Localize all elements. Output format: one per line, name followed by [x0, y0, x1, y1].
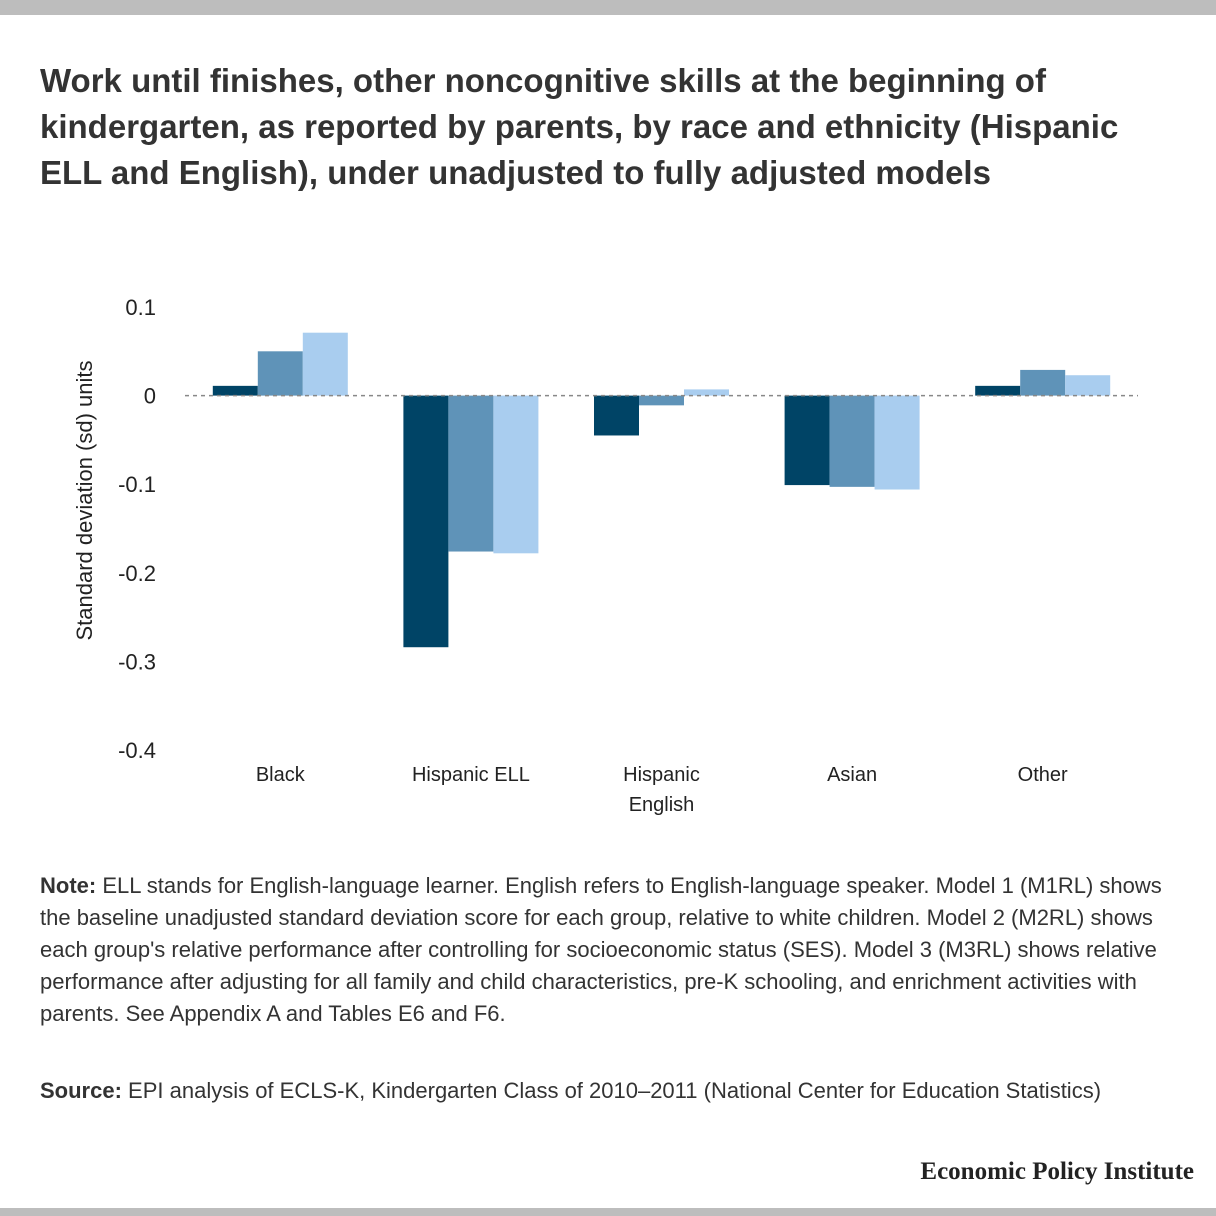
note-text: ELL stands for English-language learner. English refers to English-language speaker. Model 1 (M1RL) shows the baseline unadjusted standard deviation score for each group, relative to white children. Model 2 (M2RL) shows each group's relative performance after controlling for socioeconomic status (SES). Model 3 (M3RL) shows relative performance after adjusting for all family and child characteristics, pre-K schooling, and enrichment activities with parents. See Appendix A and Tables E6 and F6.	[40, 873, 1162, 1026]
bar	[875, 396, 920, 490]
bar	[594, 396, 639, 436]
y-tick-label: -0.4	[118, 738, 156, 763]
bar	[975, 386, 1020, 396]
y-tick-label: 0.1	[125, 295, 156, 320]
bar	[403, 396, 448, 648]
bar	[448, 396, 493, 552]
chart-note	[40, 870, 1180, 1030]
y-tick-label: -0.2	[118, 560, 156, 586]
x-tick-label: English	[628, 794, 695, 816]
bar	[303, 333, 348, 396]
x-tick-label: Hispanic	[623, 764, 700, 786]
bar	[493, 396, 538, 554]
bar	[258, 351, 303, 395]
note-label: Note:	[40, 873, 97, 898]
bar	[639, 396, 684, 406]
chart-title: Work until finishes, other noncognitive skills at the beginning of kindergarten, as reported by parents, by race and ethnicity (Hispanic ELL and English), under unadjusted to fully adjusted models	[40, 62, 1119, 191]
bar	[830, 396, 875, 487]
x-tick-label: Asian	[827, 764, 878, 786]
y-axis-title: Standard deviation (sd) units	[72, 360, 97, 641]
top-border-bar	[0, 0, 1216, 15]
bar	[785, 396, 830, 485]
bar	[1020, 370, 1065, 396]
source-label: Source:	[40, 1078, 122, 1103]
x-tick-label: Other	[1017, 764, 1068, 786]
x-tick-label: Black	[255, 764, 305, 786]
bar	[1065, 375, 1110, 395]
bar-chart	[0, 280, 1216, 840]
chart-source	[40, 1075, 1180, 1107]
bottom-border-bar	[0, 1208, 1216, 1216]
bar	[684, 389, 729, 395]
y-tick-label: -0.3	[118, 649, 156, 675]
y-tick-label: 0	[143, 383, 156, 409]
y-tick-label: -0.1	[118, 472, 156, 498]
epi-logo-text: Economic Policy Institute	[920, 1158, 1194, 1185]
source-text: EPI analysis of ECLS-K, Kindergarten Class of 2010–2011 (National Center for Education Statistics)	[121, 1078, 1102, 1103]
bar	[213, 386, 258, 396]
x-tick-label: Hispanic ELL	[411, 764, 530, 786]
